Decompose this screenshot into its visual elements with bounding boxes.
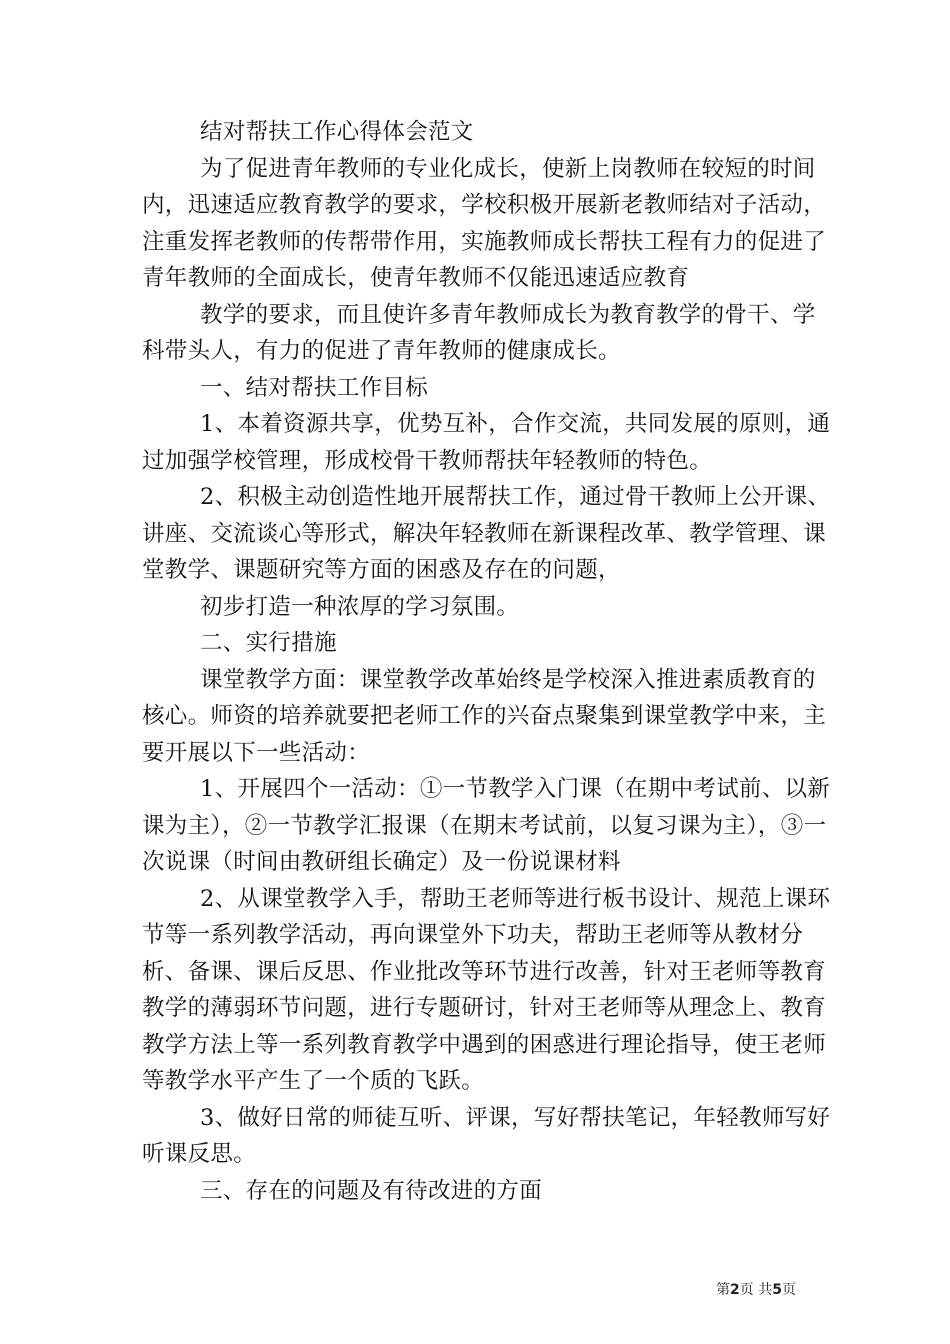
current-page-number: 2 [730, 1282, 740, 1298]
paragraph-measure-3: 3、做好日常的师徒互听、评课，写好帮扶笔记，年轻教师写好听课反思。 [142, 1104, 831, 1167]
section-heading-problems: 三、存在的问题及有待改进的方面 [200, 1177, 543, 1204]
paragraph-intro-continued: 教学的要求，而且使许多青年教师成长为教育教学的骨干、学科带头人，有力的促进了青年教师的健康成长。 [142, 301, 816, 364]
document-body [142, 114, 832, 1209]
total-pages-number: 5 [772, 1282, 782, 1298]
paragraph-measure-1: 1、开展四个一活动：①一节教学入门课（在期中考试前、以新课为主），②一节教学汇报课（在期末考试前，以复习课为主），③一次说课（时间由教研组长确定）及一份说课材料 [142, 776, 831, 875]
section-heading-measures: 二、实行措施 [200, 630, 337, 656]
paragraph-measure-2: 2、从课堂教学入手，帮助王老师等进行板书设计、规范上课环节等一系列教学活动，再向课堂外下功夫，帮助王老师等从教材分析、备课、课后反思、作业批改等环节进行改善，针对王老师等教育教学的薄弱环节问题，进行专题研讨，针对王老师等从理念上、教育教学方法上等一系列教育教学中遇到的困惑进行理论指导，使王老师等教学水平产生了一个质的飞跃。 [142, 885, 831, 1094]
footer-suffix: 页 [781, 1282, 796, 1298]
paragraph-goal-2-continued: 初步打造一种浓厚的学习氛围。 [200, 593, 520, 620]
page-footer [716, 1281, 796, 1299]
document-title: 结对帮扶工作心得体会范文 [200, 119, 474, 145]
paragraph-goal-2: 2、积极主动创造性地开展帮扶工作，通过骨干教师上公开课、讲座、交流谈心等形式，解决年轻教师在新课程改革、教学管理、课堂教学、课题研究等方面的困惑及存在的问题， [142, 484, 831, 583]
footer-middle: 页 共 [739, 1282, 773, 1298]
footer-prefix: 第 [716, 1282, 730, 1298]
paragraph-intro: 为了促进青年教师的专业化成长，使新上岗教师在较短的时间内，迅速适应教育教学的要求，学校积极开展新老教师结对子活动，注重发挥老教师的传帮带作用，实施教师成长帮扶工程有力的促进了青年教师的全面成长，使青年教师不仅能迅速适应教育 [142, 155, 827, 291]
section-heading-goals: 一、结对帮扶工作目标 [200, 374, 429, 401]
paragraph-goal-1: 1、本着资源共享，优势互补，合作交流，共同发展的原则，通过加强学校管理，形成校骨干教师帮扶年轻教师的特色。 [142, 411, 831, 474]
paragraph-classroom-teaching: 课堂教学方面：课堂教学改革始终是学校深入推进素质教育的核心。师资的培养就要把老师工作的兴奋点聚集到课堂教学中来，主要开展以下一些活动： [142, 666, 827, 766]
